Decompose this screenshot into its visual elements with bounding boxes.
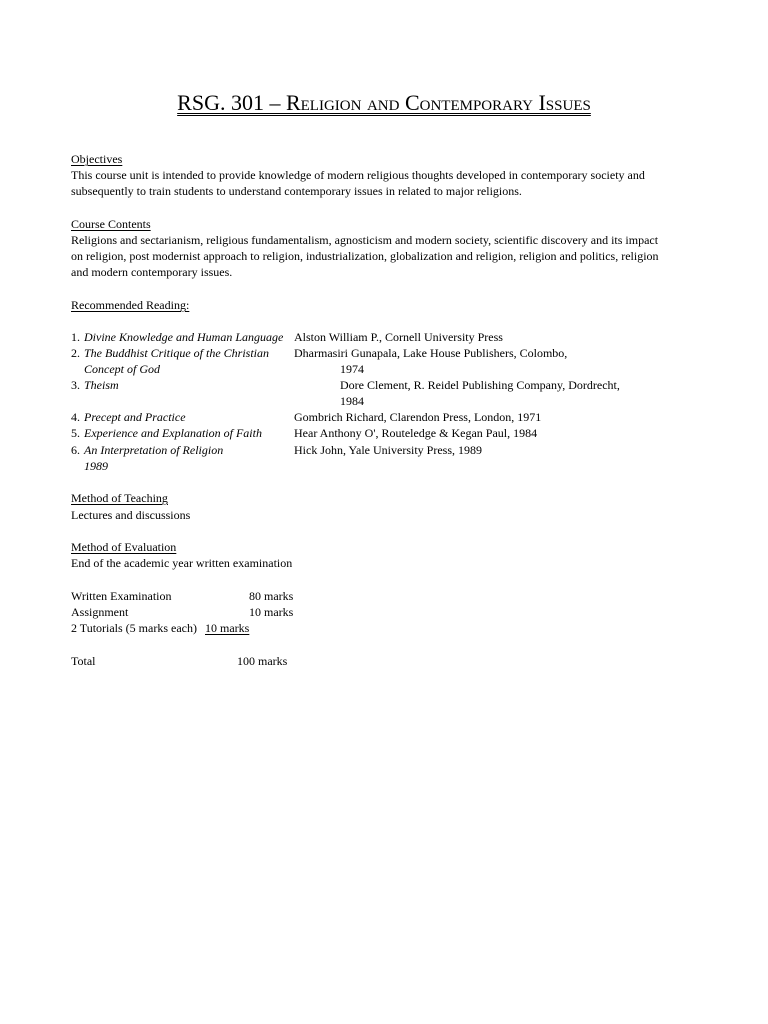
evaluation-row-marks: 10 marks <box>249 605 294 619</box>
reading-item-title: Precept and Practice <box>84 410 186 424</box>
reading-item-title-continued: 1989 <box>84 459 108 473</box>
reading-item-reference: Gombrich Richard, Clarendon Press, London, 1971 <box>294 410 542 424</box>
evaluation-text: End of the academic year written examination <box>71 556 293 570</box>
evaluation-row-label: 2 Tutorials (5 marks each) <box>71 621 197 635</box>
reading-item-reference-continued: 1974 <box>340 362 364 376</box>
evaluation-total-label: Total <box>71 654 96 668</box>
objectives-line: subsequently to train students to understand contemporary issues in related to major religions. <box>71 184 522 198</box>
reading-item-title: Theism <box>84 378 119 392</box>
reading-item-reference: Alston William P., Cornell University Press <box>294 330 503 344</box>
course-contents-line: Religions and sectarianism, religious fundamentalism, agnosticism and modern society, scientific discovery and its impact <box>71 233 659 247</box>
reading-item-number: 5. <box>71 426 80 440</box>
reading-item-title-continued: Concept of God <box>84 362 160 376</box>
reading-item-number: 4. <box>71 410 80 424</box>
reading-item-title: The Buddhist Critique of the Christian <box>84 346 270 360</box>
course-contents-line: on religion, post modernist approach to religion, industrialization, globalization and religion, religion and politics, religion <box>71 249 659 263</box>
reading-item-title: Divine Knowledge and Human Language <box>84 330 284 344</box>
evaluation-total-marks: 100 marks <box>237 654 288 668</box>
evaluation-heading: Method of Evaluation <box>71 540 177 554</box>
course-contents-heading: Course Contents <box>71 217 151 231</box>
objectives-heading: Objectives <box>71 152 123 166</box>
reading-item-reference-continued: 1984 <box>340 394 364 408</box>
reading-item-reference: Dore Clement, R. Reidel Publishing Company, Dordrecht, <box>340 378 620 392</box>
evaluation-row-label: Written Examination <box>71 589 172 603</box>
reading-item-title: An Interpretation of Religion <box>84 443 224 457</box>
reading-item-number: 3. <box>71 378 80 392</box>
page-title <box>0 88 768 118</box>
reading-item-number: 6. <box>71 443 80 457</box>
course-contents-line: and modern contemporary issues. <box>71 265 233 279</box>
objectives-line: This course unit is intended to provide knowledge of modern religious thoughts developed in contemporary society and <box>71 168 645 182</box>
reading-item-number: 2. <box>71 346 80 360</box>
reading-item-number: 1. <box>71 330 80 344</box>
teaching-text: Lectures and discussions <box>71 508 191 522</box>
evaluation-row-marks: 10 marks <box>205 621 250 635</box>
teaching-heading: Method of Teaching <box>71 491 168 505</box>
reading-item-title: Experience and Explanation of Faith <box>84 426 262 440</box>
page-title-text: RSG. 301 – Religion and Contemporary Issues <box>177 90 591 115</box>
reading-item-reference: Hear Anthony O', Routeledge & Kegan Paul, 1984 <box>294 426 538 440</box>
evaluation-row-label: Assignment <box>71 605 129 619</box>
reading-item-reference: Hick John, Yale University Press, 1989 <box>294 443 482 457</box>
reading-heading: Recommended Reading: <box>71 298 190 312</box>
evaluation-row-marks: 80 marks <box>249 589 294 603</box>
reading-item-reference: Dharmasiri Gunapala, Lake House Publishers, Colombo, <box>294 346 568 360</box>
